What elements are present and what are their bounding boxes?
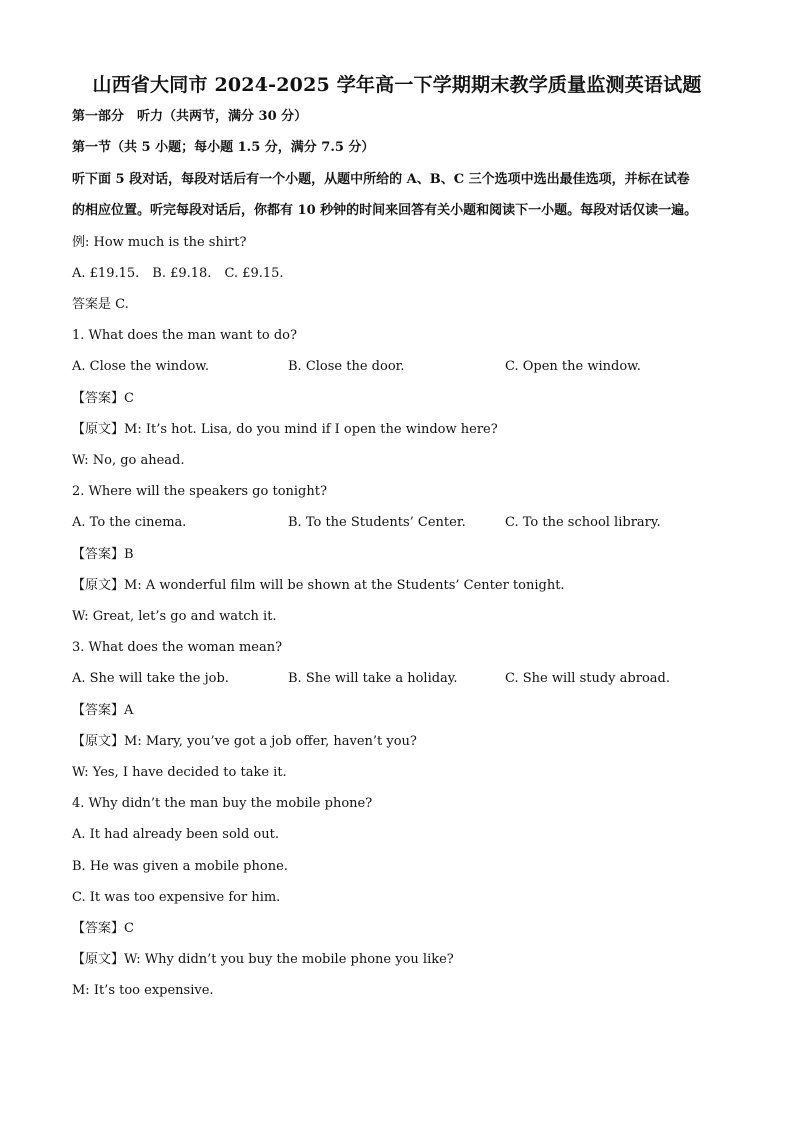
question-2-option-a: A. To the cinema. (72, 515, 187, 530)
question-4-answer (72, 920, 134, 938)
page-title: 山西省大同市 2024-2025 学年高一下学期期末教学质量监测英语试题 (92, 74, 702, 96)
example-answer: 答案是 C. (72, 297, 129, 312)
section-heading: 第一节（共 5 小题；每小题 1.5 分，满分 7.5 分） (72, 140, 375, 155)
answer-value: B (124, 547, 134, 562)
question-4-option-a: A. It had already been sold out. (72, 827, 279, 842)
question-4-transcript-reply: M: It’s too expensive. (72, 983, 214, 998)
transcript-tag: 【原文】 (72, 952, 125, 967)
transcript-tag: 【原文】 (72, 734, 125, 749)
question-3: 3. What does the woman mean? (72, 640, 283, 655)
transcript-line: M: Mary, you’ve got a job offer, haven’t you? (124, 734, 417, 749)
transcript-tag: 【原文】 (72, 578, 125, 593)
question-3-transcript (72, 733, 417, 751)
question-2-option-c: C. To the school library. (505, 515, 661, 530)
transcript-line: W: Why didn’t you buy the mobile phone you like? (124, 952, 454, 967)
example-question: 例: How much is the shirt? (72, 235, 247, 250)
transcript-line: M: A wonderful film will be shown at the Students’ Center tonight. (124, 578, 565, 593)
question-1-option-b: B. Close the door. (288, 359, 405, 374)
question-3-answer (72, 702, 133, 720)
part-heading: 第一部分 听力（共两节，满分 30 分） (72, 109, 308, 124)
question-1-option-c: C. Open the window. (505, 359, 641, 374)
question-2-transcript-reply: W: Great, let’s go and watch it. (72, 609, 277, 624)
question-1: 1. What does the man want to do? (72, 328, 297, 343)
answer-tag: 【答案】 (72, 547, 125, 562)
instructions-line-1: 听下面 5 段对话，每段对话后有一个小题，从题中所给的 A、B、C 三个选项中选出最佳选项，并标在试卷 (72, 172, 690, 187)
question-2-transcript (72, 577, 565, 595)
question-3-option-b: B. She will take a holiday. (288, 671, 458, 686)
transcript-line: M: It’s hot. Lisa, do you mind if I open the window here? (124, 422, 498, 437)
question-3-transcript-reply: W: Yes, I have decided to take it. (72, 765, 287, 780)
answer-tag: 【答案】 (72, 703, 125, 718)
question-4-option-b: B. He was given a mobile phone. (72, 859, 288, 874)
answer-tag: 【答案】 (72, 391, 125, 406)
question-2-answer (72, 546, 134, 564)
transcript-tag: 【原文】 (72, 422, 125, 437)
question-1-answer (72, 390, 134, 408)
question-4-option-c: C. It was too expensive for him. (72, 890, 281, 905)
example-options: A. £19.15. B. £9.18. C. £9.15. (72, 266, 284, 281)
answer-tag: 【答案】 (72, 921, 125, 936)
instructions-line-2: 的相应位置。听完每段对话后，你都有 10 秒钟的时间来回答有关小题和阅读下一小题。每段对话仅读一遍。 (72, 203, 698, 218)
question-4-transcript (72, 951, 454, 969)
question-1-option-a: A. Close the window. (72, 359, 210, 374)
question-3-option-a: A. She will take the job. (72, 671, 229, 686)
question-2-option-b: B. To the Students’ Center. (288, 515, 466, 530)
answer-value: C (124, 391, 134, 406)
answer-value: A (124, 703, 134, 718)
question-3-option-c: C. She will study abroad. (505, 671, 670, 686)
answer-value: C (124, 921, 134, 936)
question-1-transcript-reply: W: No, go ahead. (72, 453, 185, 468)
question-2: 2. Where will the speakers go tonight? (72, 484, 327, 499)
question-1-transcript (72, 421, 498, 439)
question-4: 4. Why didn’t the man buy the mobile phone? (72, 796, 373, 811)
